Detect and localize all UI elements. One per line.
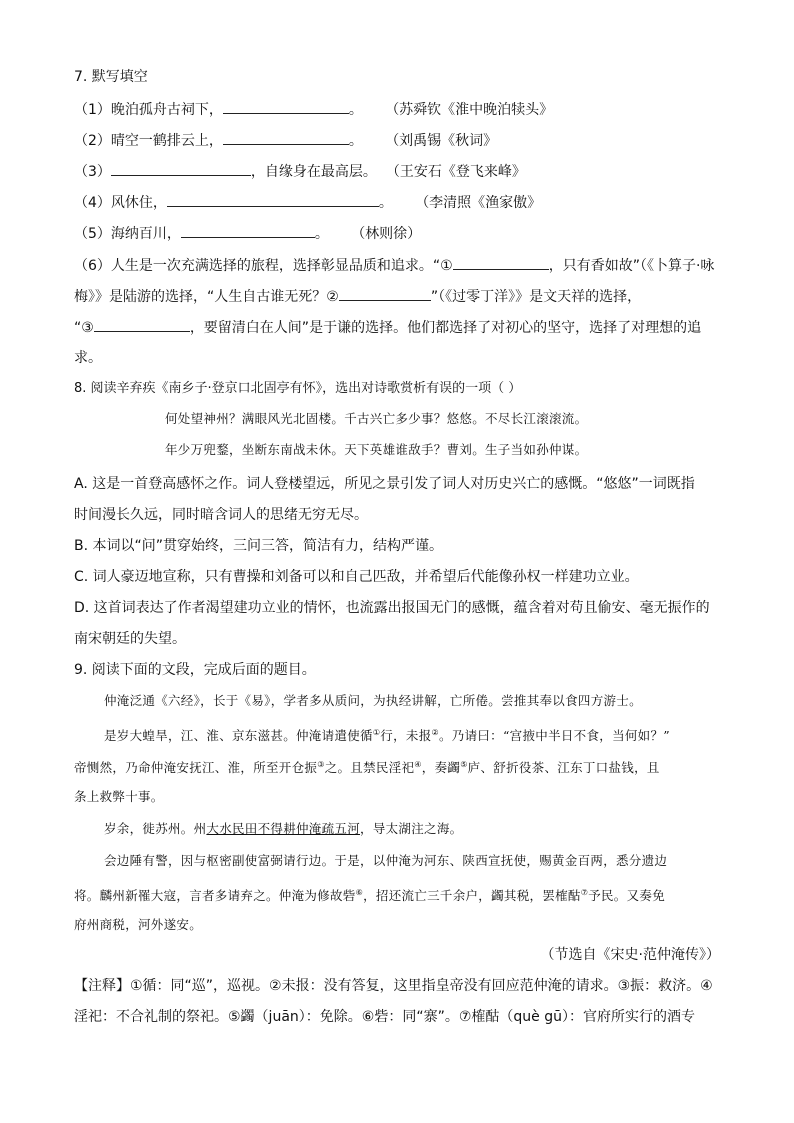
- passage-para-4-cont: [74, 884, 665, 905]
- note-ref: ②: [431, 728, 439, 737]
- passage-text: 是岁大蝗旱，江、淮、京东滋甚。仲淹请遣使循: [104, 728, 373, 744]
- passage-text: 行，未报: [380, 728, 432, 744]
- q7-item-1-end: 。: [348, 102, 363, 118]
- option-a-line2: 时间漫长久远，同时暗含词人的思绪无穷无尽。: [74, 507, 368, 523]
- note-ref: ④: [414, 760, 422, 769]
- q7-item-6-line4: 求。: [74, 350, 102, 366]
- passage-para-3: [104, 820, 462, 838]
- q7-item-5-end: 。: [314, 226, 329, 242]
- q7-item-3-num: （3）: [74, 164, 111, 180]
- q7-item-6-line2: [74, 286, 641, 307]
- q7-item-6-text-e: “③: [74, 320, 94, 336]
- q7-item-5-source: （林则徐）: [351, 226, 422, 242]
- q7-item-4: [74, 192, 541, 213]
- q9-title: 9. 阅读下面的文段，完成后面的题目。: [74, 662, 316, 678]
- passage-text: 庐、舒折役茶、江东丁口盐钱，且: [467, 760, 660, 776]
- note-ref: ⑦: [580, 888, 589, 897]
- passage-text: 将。麟州新罹大寇，言者多请弃之。仲淹为修故砦: [74, 888, 356, 904]
- answer-blank[interactable]: [181, 223, 315, 238]
- q7-item-1: [74, 99, 553, 120]
- underlined-sentence: 大水民田不得耕仲淹疏五河: [206, 821, 361, 836]
- passage-para-1: 仲淹泛通《六经》，长于《易》，学者多从质问，为执经讲解，亡所倦。尝推其奉以食四方游士。: [104, 693, 642, 708]
- q7-item-3-text: ，自缘身在最高层。: [250, 164, 377, 180]
- passage-para-2-end: 条上救弊十事。: [74, 789, 164, 804]
- note-ref: ⑤: [460, 760, 468, 769]
- passage-para-2-cont: [74, 756, 660, 777]
- passage-para-2: [104, 724, 670, 745]
- q7-item-6-text-f: ，要留清白在人间”是于谦的选择。他们都选择了对初心的坚守，选择了对理想的追: [189, 320, 702, 336]
- passage-text: 帝恻然，乃命仲淹安抚江、淮，所至开仓振: [74, 760, 318, 776]
- q7-item-6-text-b: ，只有香如故”（《卜算子·咏: [548, 258, 715, 274]
- q7-item-6-text-d: ”（《过零丁洋》》是文天祥的选择，: [430, 289, 642, 305]
- note-ref: ①: [372, 728, 381, 737]
- passage-para-4-end: 府州商税，河外遂安。: [74, 917, 203, 932]
- q7-item-6-text: （6）人生是一次充满选择的旅程，选择彰显品质和追求。“①: [74, 258, 453, 274]
- poem-line-2: 年少万兜鍪，坐断东南战未休。天下英雄谁敌手？曹刘。生子当如孙仲谋。: [165, 442, 588, 457]
- answer-blank[interactable]: [223, 99, 349, 114]
- passage-text: 岁余，徙苏州。州: [104, 821, 207, 836]
- option-d-line1: D. 这首词表达了作者渴望建功立业的情怀，也流露出报国无门的感慨，蕴含着对苟且偷安、毫无振作的: [74, 600, 710, 616]
- note-ref: ③: [317, 760, 325, 769]
- passage-source: （节选自《宋史·范仲淹传》）: [540, 947, 720, 963]
- q7-item-4-source: （李清照《渔家傲》: [415, 195, 542, 211]
- q7-item-5: [74, 223, 421, 244]
- option-a-line1: A. 这是一首登高感怀之作。词人登楼望远，所见之景引发了词人对历史兴亡的感慨。“悠悠”一词既指: [74, 476, 695, 492]
- q7-item-4-text: （4）风休住，: [74, 195, 167, 211]
- answer-blank[interactable]: [111, 161, 251, 176]
- passage-text: 。乃请曰：“宫掖中半日不食，当何如？”: [438, 728, 670, 744]
- q7-item-2-text: （2）晴空一鹤排云上，: [74, 133, 223, 149]
- answer-blank[interactable]: [223, 130, 349, 145]
- passage-text: ，导太湖注之海。: [360, 821, 463, 836]
- q8-title: 8. 阅读辛弃疾《南乡子·登京口北固亭有怀》，选出对诗歌赏析有误的一项（ ）: [74, 381, 522, 396]
- option-b: B. 本词以“问”贯穿始终，三问三答，简洁有力，结构严谨。: [74, 538, 444, 554]
- passage-text: 之。且禁民淫祀: [324, 760, 415, 776]
- notes-line-1: 【注释】①循：同“巡”，巡视。②未报：没有答复，这里指皇帝没有回应范仲淹的请求。③振：救济。④: [74, 978, 713, 994]
- q7-item-4-end: 。: [378, 195, 393, 211]
- q7-item-1-source: （苏舜钦《淮中晚泊犊头》: [385, 102, 554, 118]
- q7-item-1-text: （1）晚泊孤舟古祠下，: [74, 102, 223, 118]
- q7-item-2-source: （刘禹锡《秋词》: [385, 133, 498, 149]
- note-ref: ⑥: [355, 888, 364, 897]
- q7-item-3-source: （王安石《登飞来峰》: [385, 164, 526, 180]
- q7-item-5-text: （5）海纳百川，: [74, 226, 181, 242]
- option-c: C. 词人豪迈地宣称，只有曹操和刘备可以和自己匹敌，并希望后代能像孙权一样建功立业。: [74, 569, 639, 585]
- q7-item-6-text-c: 梅》》是陆游的选择，“人生自古谁无死？②: [74, 289, 339, 305]
- answer-blank[interactable]: [167, 192, 379, 207]
- passage-text: ，奏蠲: [421, 760, 461, 776]
- notes-line-2: 淫祀：不合礼制的祭祀。⑤蠲（juān）：免除。⑥砦：同“寨”。⑦榷酤（què gū）：官府所实行的酒专: [74, 1009, 695, 1025]
- poem-line-1: 何处望神州？满眼风光北固楼。千古兴亡多少事？悠悠。不尽长江滚滚流。: [165, 411, 588, 426]
- q7-title: 7. 默写填空: [74, 69, 148, 85]
- q7-item-2-end: 。: [348, 133, 363, 149]
- q7-item-6-line3: [74, 317, 701, 338]
- q7-item-2: [74, 130, 497, 151]
- q7-item-6-line1: [74, 255, 714, 276]
- q7-item-3: [74, 161, 526, 182]
- passage-text: ，招还流亡三千余户，蠲其税，罢榷酤: [363, 888, 581, 904]
- answer-blank[interactable]: [339, 286, 431, 301]
- option-d-line2: 南宋朝廷的失望。: [74, 631, 186, 647]
- passage-text: 予民。又奏免: [588, 888, 665, 904]
- passage-para-4: 会边陲有警，因与枢密副使富弼请行边。于是，以仲淹为河东、陕西宣抚使，赐黄金百两，悉分遗边: [104, 853, 668, 868]
- answer-blank[interactable]: [453, 255, 549, 270]
- answer-blank[interactable]: [94, 317, 190, 332]
